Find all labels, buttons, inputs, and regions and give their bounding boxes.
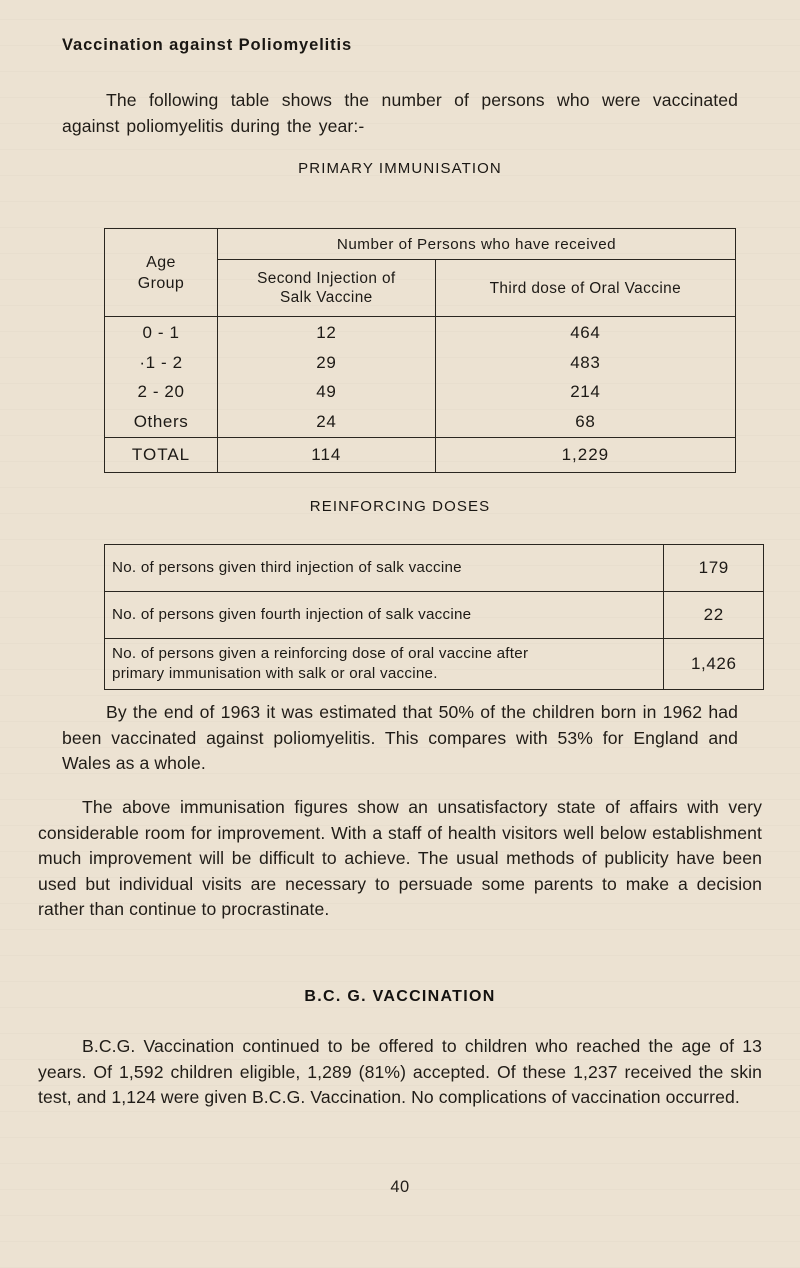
- cell-reinforcing-label: [105, 639, 664, 690]
- bcg-paragraph: [38, 1034, 762, 1111]
- cell-oral-third: 68: [435, 406, 735, 438]
- cell-reinforcing-label: No. of persons given third injection of salk vaccine: [105, 545, 664, 592]
- cell-reinforcing-value: 1,426: [664, 639, 764, 690]
- third-dose-oral-header: Third dose of Oral Vaccine: [435, 260, 735, 317]
- cell-age-group: Others: [105, 406, 218, 438]
- table-row: [105, 545, 764, 592]
- table-row: [105, 639, 764, 690]
- table-row: [105, 406, 736, 438]
- comment-text: The above immunisation figures show an unsatisfactory state of affairs with very considerable room for improvement. With a staff of health visitors well below establishment much improvement will be difficult to achieve. The usual methods of publicity have been used but individual visits are necessary to persuade some parents to make a decision rather than continue to procrastinate.: [38, 797, 762, 920]
- bcg-text: B.C.G. Vaccination continued to be offered to children who reached the age of 13 years. Of 1,592 children eligible, 1,289 (81%) accepted. Of these 1,237 received the skin test, and 1,124 were given B.C.G. Vaccination. No complications of vaccination occurred.: [38, 1036, 762, 1108]
- reinforcing-doses-table: [104, 544, 764, 690]
- page-title: Vaccination against Poliomyelitis: [62, 36, 353, 54]
- cell-reinforcing-label: No. of persons given fourth injection of salk vaccine: [105, 592, 664, 639]
- cell-age-group: 0 - 1: [105, 317, 218, 349]
- cell-oral-third: 214: [435, 377, 735, 406]
- salk-header-line2: Salk Vaccine: [280, 289, 373, 306]
- cell-salk-second: 29: [218, 348, 436, 377]
- age-group-header: [105, 229, 218, 317]
- reinforcing-label-line2: primary immunisation with salk or oral vaccine.: [112, 665, 438, 682]
- salk-header-line1: Second Injection of: [257, 270, 396, 287]
- cell-age-group: 2 - 20: [105, 377, 218, 406]
- cell-oral-third: 464: [435, 317, 735, 349]
- age-group-header-line2: Group: [137, 274, 185, 292]
- page-number: 40: [390, 1178, 410, 1196]
- table-row: [105, 592, 764, 639]
- cell-salk-second: 49: [218, 377, 436, 406]
- reinforcing-label-line1: No. of persons given a reinforcing dose of oral vaccine after: [112, 645, 529, 662]
- table-header-row-span: [105, 229, 736, 260]
- estimate-paragraph: [62, 700, 738, 777]
- intro-paragraph: [62, 88, 738, 139]
- cell-total-oral-third: 1,229: [435, 438, 735, 473]
- table-row: [105, 317, 736, 349]
- estimate-text: By the end of 1963 it was estimated that 50% of the children born in 1962 had been vaccinated against poliomyelitis. This compares with 53% for England and Wales as a whole.: [62, 702, 738, 774]
- cell-total-salk-second: 114: [218, 438, 436, 473]
- bcg-vaccination-heading: B.C. G. VACCINATION: [304, 988, 496, 1005]
- primary-immunisation-heading: PRIMARY IMMUNISATION: [298, 160, 502, 177]
- comment-paragraph: [38, 795, 762, 923]
- table-total-row: [105, 438, 736, 473]
- cell-total-label: TOTAL: [105, 438, 218, 473]
- second-injection-salk-header: [218, 260, 436, 317]
- cell-reinforcing-value: 179: [664, 545, 764, 592]
- age-group-header-line1: Age: [146, 253, 176, 271]
- table-row: [105, 348, 736, 377]
- cell-oral-third: 483: [435, 348, 735, 377]
- intro-text: The following table shows the number of persons who were vaccinated against poliomyelitis during the year:-: [62, 90, 738, 136]
- primary-immunisation-table: [104, 228, 736, 473]
- number-of-persons-span-header: Number of Persons who have received: [218, 229, 736, 260]
- cell-reinforcing-value: 22: [664, 592, 764, 639]
- reinforcing-doses-heading: REINFORCING DOSES: [309, 498, 491, 515]
- cell-age-group: ·1 - 2: [105, 348, 218, 377]
- cell-salk-second: 12: [218, 317, 436, 349]
- table-row: [105, 377, 736, 406]
- cell-salk-second: 24: [218, 406, 436, 438]
